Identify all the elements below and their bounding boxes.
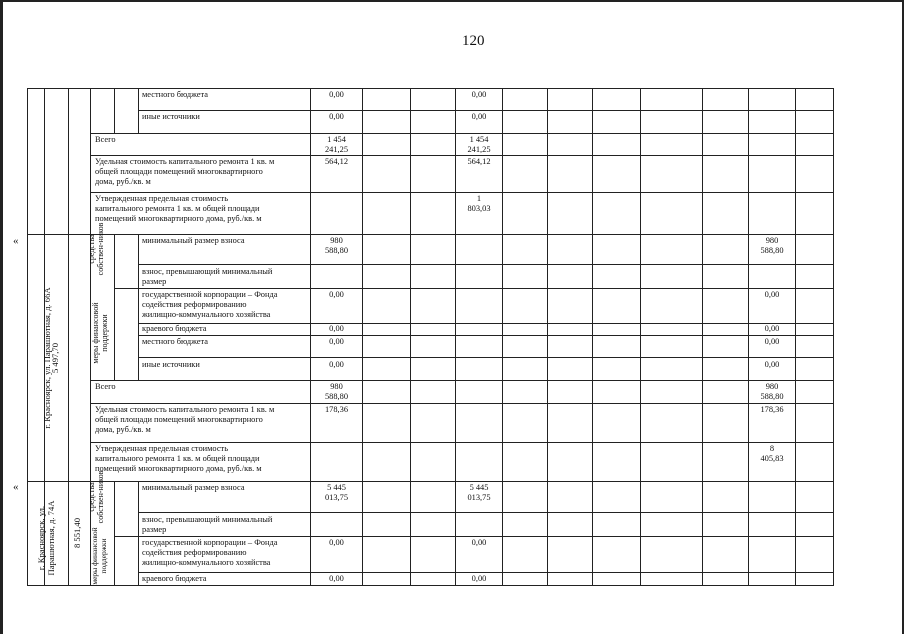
label-state-corp-74a-2: содействия реформированию	[142, 548, 247, 557]
label-unit-cost-66a-3: дома, руб./кв. м	[95, 425, 151, 434]
top-total-a-1: 1 454	[327, 135, 346, 144]
66a-other-b: 0,00	[764, 360, 780, 369]
66a-total-a1: 980	[330, 382, 343, 391]
66a-max-cost-2: 405,83	[760, 454, 784, 463]
label-excess-66a-1: взнос, превышающий минимальный	[142, 267, 273, 276]
top-local-a: 0,00	[329, 90, 344, 99]
74a-min-fee-a1: 5 445	[327, 483, 346, 492]
top-unit-cost-a: 564,12	[324, 157, 349, 166]
label-regional-74a: краевого бюджета	[142, 574, 207, 583]
label-max-cost-66a-3: помещений многоквартирного дома, руб./кв. м	[95, 464, 262, 473]
66a-unit-cost-a: 178,36	[324, 405, 349, 414]
label-excess-74a-2: размер	[142, 525, 167, 534]
label-state-corp-74a-1: государственной корпорации – Фонда	[142, 538, 278, 547]
top-total-b-1: 1 454	[469, 135, 489, 144]
label-max-cost-top-1: Утвержденная предельная стоимость	[95, 194, 229, 203]
label-max-cost-top-3: помещений многоквартирного дома, руб./кв. м	[95, 214, 262, 223]
label-excess-74a-1: взнос, превышающий минимальный	[142, 515, 273, 524]
66a-min-fee-2: 588,80	[324, 246, 349, 255]
label-local-66a: местного бюджета	[142, 337, 209, 346]
66a-max-cost-1: 8	[769, 444, 775, 453]
74a-state-corp-b: 0,00	[471, 538, 487, 547]
top-other-a: 0,00	[329, 112, 344, 121]
label-unit-cost-top-3: дома, руб./кв. м	[95, 177, 151, 186]
area-74a: 8 551,40	[72, 517, 82, 549]
66a-total-b2: 588,80	[760, 392, 784, 401]
address-74a-line2: Парашютная, д. 74А	[46, 500, 56, 576]
address-66a: г. Красноярск, ул. Парашютная, д. 66А	[42, 287, 52, 429]
owner-funds-74a: средства собствен-ников	[87, 470, 105, 524]
66a-min-fee-r1: 980	[765, 236, 779, 245]
quote-mark-1: «	[13, 235, 19, 247]
top-max-cost-2: 803,03	[467, 204, 491, 213]
label-total-top: Всего	[95, 135, 116, 144]
fin-support-74a: меры финансовой поддержки	[90, 527, 108, 585]
quote-mark-2: «	[13, 481, 19, 493]
74a-regional-b: 0,00	[471, 574, 487, 583]
66a-unit-cost-b: 178,36	[760, 405, 784, 414]
label-min-fee-74a: минимальный размер взноса	[142, 483, 245, 492]
label-excess-66a-2: размер	[142, 277, 167, 286]
74a-regional-a: 0,00	[329, 574, 344, 583]
address-74a-line1: г. Красноярск, ул.	[36, 505, 46, 571]
label-other-sources: иные источники	[142, 112, 200, 121]
66a-regional-a: 0,00	[329, 324, 344, 333]
74a-min-fee-b2: 013,75	[467, 493, 491, 502]
page-number: 120	[462, 33, 485, 49]
top-other-b: 0,00	[471, 112, 487, 121]
top-total-b-2: 241,25	[467, 145, 491, 154]
74a-state-corp-a: 0,00	[329, 538, 344, 547]
66a-other-a: 0,00	[329, 360, 344, 369]
66a-min-fee-1: 980	[330, 236, 343, 245]
address-74a	[36, 488, 58, 588]
66a-local-b: 0,00	[764, 337, 780, 346]
label-unit-cost-66a-2: общей площади помещений многоквартирного	[95, 415, 263, 424]
label-unit-cost-top-1: Удельная стоимость капитального ремонта 1 кв. м	[95, 157, 275, 166]
top-unit-cost-b: 564,12	[467, 157, 491, 166]
74a-min-fee-a2: 013,75	[324, 493, 349, 502]
66a-state-corp-a: 0,00	[329, 290, 344, 299]
66a-regional-b: 0,00	[764, 324, 780, 333]
label-state-corp-66a-1: государственной корпорации – Фонда	[142, 290, 278, 299]
label-max-cost-top-2: капитального ремонта 1 кв. м общей площади	[95, 204, 260, 213]
label-unit-cost-66a-1: Удельная стоимость капитального ремонта 1 кв. м	[95, 405, 275, 414]
66a-total-b1: 980	[765, 382, 779, 391]
label-max-cost-66a-2: капитального ремонта 1 кв. м общей площади	[95, 454, 260, 463]
74a-min-fee-b1: 5 445	[469, 483, 489, 492]
label-state-corp-66a-3: жилищно-коммунального хозяйства	[142, 310, 271, 319]
top-local-b: 0,00	[471, 90, 487, 99]
label-state-corp-66a-2: содействия реформированию	[142, 300, 247, 309]
label-max-cost-66a-1: Утвержденная предельная стоимость	[95, 444, 229, 453]
label-total-66a: Всего	[95, 382, 116, 391]
label-other-66a: иные источники	[142, 360, 200, 369]
66a-local-a: 0,00	[329, 337, 344, 346]
fin-support-66a: меры финансовой поддержки	[91, 302, 109, 364]
66a-state-corp-b: 0,00	[764, 290, 780, 299]
label-state-corp-74a-3: жилищно-коммунального хозяйства	[142, 558, 271, 567]
66a-total-a2: 588,80	[324, 392, 349, 401]
label-regional-66a: краевого бюджета	[142, 324, 207, 333]
66a-min-fee-r2: 588,80	[760, 246, 784, 255]
top-max-cost-1: 1	[476, 194, 482, 203]
label-min-fee-66a: минимальный размер взноса	[142, 236, 245, 245]
label-local-budget: местного бюджета	[142, 90, 209, 99]
area-66a: 5 497,70	[50, 342, 60, 374]
top-total-a-2: 241,25	[324, 145, 349, 154]
owner-funds-66a: средства собствен-ников	[87, 222, 105, 276]
label-unit-cost-top-2: общей площади помещений многоквартирного	[95, 167, 263, 176]
